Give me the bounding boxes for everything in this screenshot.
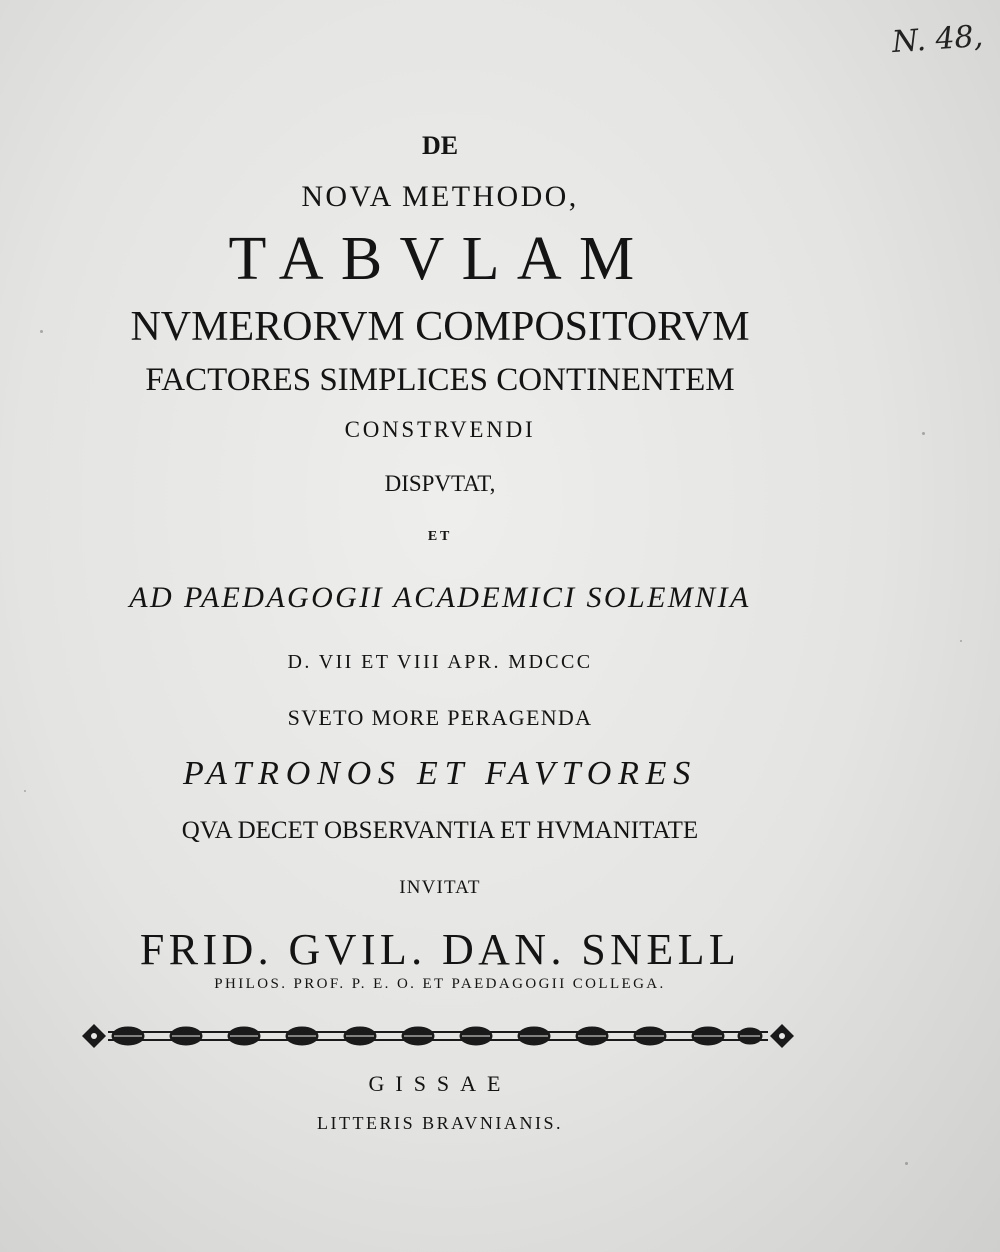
author-name: FRID. GVIL. DAN. SNELL	[139, 925, 741, 974]
observantia-line: QVA DECET OBSERVANTIA ET HVMANITATE	[181, 817, 699, 844]
date-line: D. VII ET VIII APR. MDCCC	[287, 651, 593, 673]
title-disputat: DISPVTAT,	[384, 471, 496, 496]
handwritten-catalog-note: N. 48,	[890, 18, 985, 61]
title-numerorum-compositorum: NVMERORVM COMPOSITORVM	[130, 304, 750, 350]
invitat-line: INVITAT	[399, 877, 481, 898]
patronos-line: PATRONOS ET FAVTORES	[182, 755, 698, 792]
title-nova-methodo: NOVA METHODO,	[301, 180, 579, 213]
title-et: ET	[427, 529, 453, 544]
paper-speck	[922, 432, 925, 435]
occasion-line: AD PAEDAGOGII ACADEMICI SOLEMNIA	[129, 581, 751, 614]
title-construendi: CONSTRVENDI	[344, 417, 536, 442]
decorative-rule-ornament	[80, 1018, 796, 1054]
title-tabulam: TABVLAM	[228, 225, 652, 293]
paper-speck	[960, 640, 962, 642]
title-factores-simplices: FACTORES SIMPLICES CONTINENTEM	[145, 362, 735, 398]
title-de: DE	[421, 131, 459, 160]
imprint-printer: LITTERIS BRAVNIANIS.	[316, 1113, 564, 1133]
sueto-more-line: SVETO MORE PERAGENDA	[287, 705, 593, 730]
paper-speck	[905, 1162, 908, 1165]
author-title: PHILOS. PROF. P. E. O. ET PAEDAGOGII COLLEGA.	[214, 976, 666, 992]
imprint-place: GISSAE	[368, 1071, 512, 1096]
